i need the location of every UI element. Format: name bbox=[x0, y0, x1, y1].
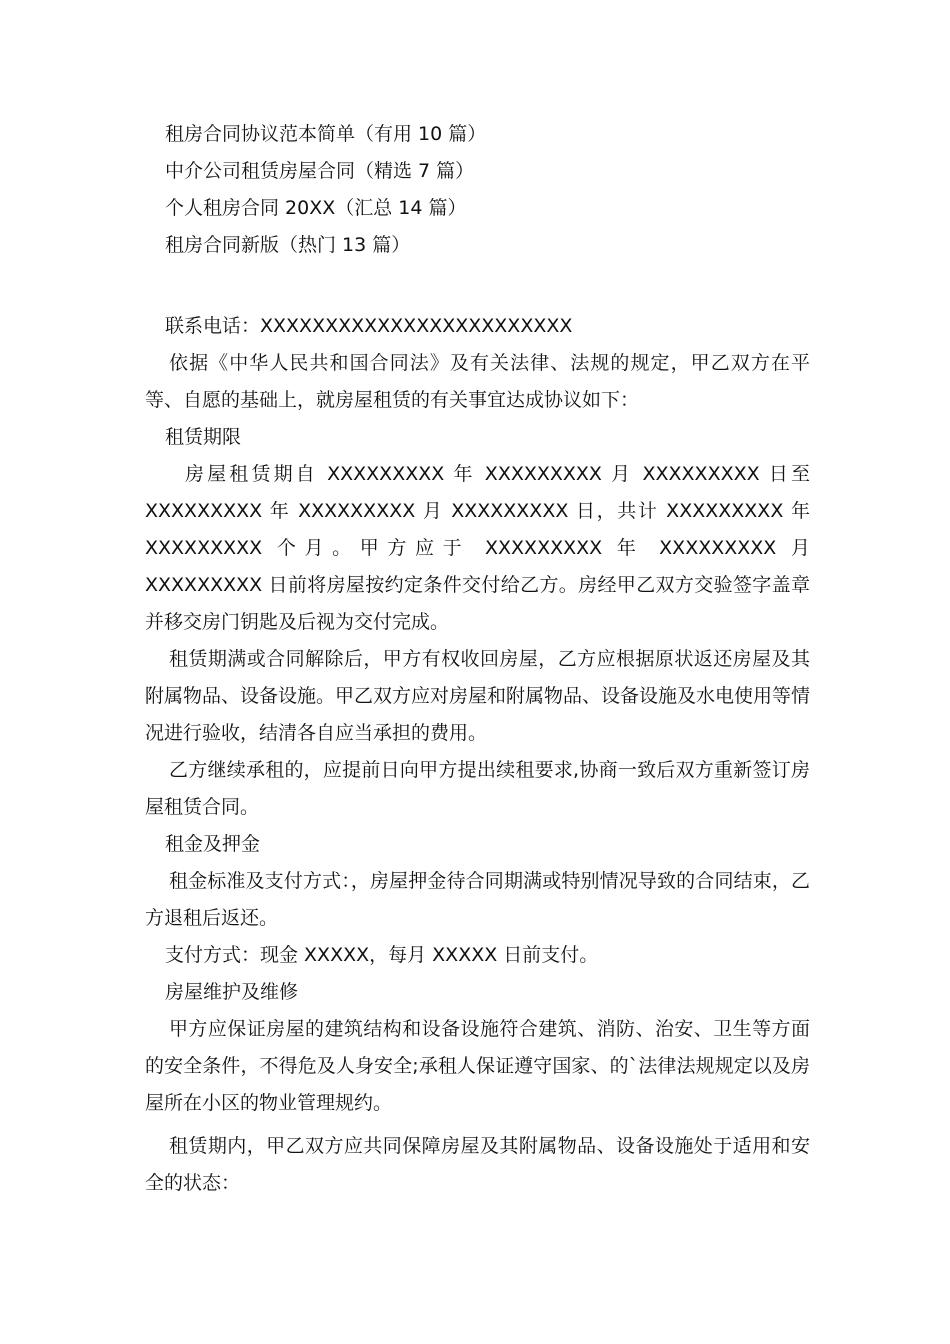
related-article-link[interactable]: 中介公司租赁房屋合同（精选 7 篇） bbox=[165, 160, 475, 182]
lease-term-paragraph-3: 乙方继续承租的，应提前日向甲方提出续租要求,协商一致后双方重新签订房屋租赁合同。 bbox=[145, 759, 810, 818]
maintenance-paragraph-1: 甲方应保证房屋的建筑结构和设备设施符合建筑、消防、治安、卫生等方面的安全条件，不得危及人身安全;承租人保证遵守国家、的`法律法规规定以及房屋所在小区的物业管理规约。 bbox=[145, 1018, 810, 1114]
related-article-link[interactable]: 个人租房合同 20XX（汇总 14 篇） bbox=[165, 197, 467, 219]
lease-term-paragraph-2: 租赁期满或合同解除后，甲方有权收回房屋，乙方应根据原状返还房屋及其附属物品、设备设施。甲乙双方应对房屋和附属物品、设备设施及水电使用等情况进行验收，结清各自应当承担的费用。 bbox=[145, 648, 811, 744]
rent-deposit-paragraph-2: 支付方式：现金 XXXXX，每月 XXXXX 日前支付。 bbox=[165, 944, 599, 966]
intro-paragraph: 依据《中华人民共和国合同法》及有关法律、法规的规定，甲乙双方在平等、自愿的基础上，就房屋租赁的有关事宜达成协议如下： bbox=[145, 352, 810, 411]
related-articles-list bbox=[145, 116, 810, 264]
section-heading-maintenance: 房屋维护及维修 bbox=[165, 981, 299, 1003]
lease-term-paragraph-1: 房屋租赁期自 XXXXXXXXX 年 XXXXXXXXX 月 XXXXXXXXX 日至 XXXXXXXXX 年 XXXXXXXXX 月 XXXXXXXXX 日，共计 XXXXXXXXX 年 XXXXXXXXX 个月。甲方应于 XXXXXXXXX 年 XXXXXXXXX 月 XXXXXXXXX 日前将房屋按约定条件交付给乙方。房经甲乙双方交验签字盖章并移交房门钥匙及后视为交付完成。 bbox=[145, 463, 810, 633]
related-article-link[interactable]: 租房合同新版（热门 13 篇） bbox=[165, 234, 411, 256]
maintenance-paragraph-2: 租赁期内，甲乙双方应共同保障房屋及其附属物品、设备设施处于适用和安全的状态： bbox=[145, 1135, 810, 1194]
section-heading-rent-deposit: 租金及押金 bbox=[165, 833, 261, 855]
spacer bbox=[145, 264, 810, 308]
related-article-link[interactable]: 租房合同协议范本简单（有用 10 篇） bbox=[165, 123, 487, 145]
contact-phone: 联系电话：XXXXXXXXXXXXXXXXXXXXXXXX bbox=[165, 315, 573, 337]
section-heading-lease-term: 租赁期限 bbox=[165, 426, 242, 448]
document-body bbox=[145, 116, 810, 1202]
rent-deposit-paragraph-1: 租金标准及支付方式：，房屋押金待合同期满或特别情况导致的合同结束，乙方退租后返还。 bbox=[145, 870, 810, 929]
